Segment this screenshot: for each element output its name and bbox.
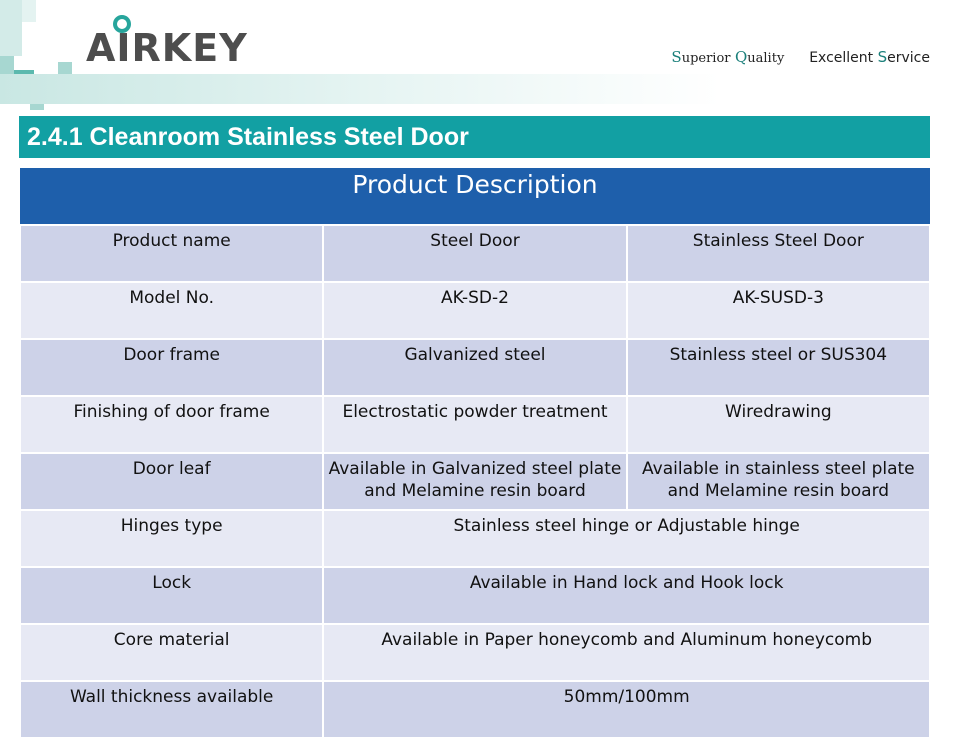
row-label: Core material bbox=[20, 624, 323, 681]
table-cell-merged: 50mm/100mm bbox=[323, 681, 930, 738]
row-label: Lock bbox=[20, 567, 323, 624]
tagline bbox=[671, 48, 930, 66]
table-cell: Stainless Steel Door bbox=[627, 225, 930, 282]
tagline-word: Superior bbox=[671, 48, 731, 66]
row-label: Finishing of door frame bbox=[20, 396, 323, 453]
table-cell: Stainless steel or SUS304 bbox=[627, 339, 930, 396]
table-row bbox=[20, 453, 930, 510]
table-cell: Available in stainless steel plate and Melamine resin board bbox=[627, 453, 930, 510]
table-cell: Wiredrawing bbox=[627, 396, 930, 453]
table-cell-merged: Stainless steel hinge or Adjustable hinge bbox=[323, 510, 930, 567]
page-title: 2.4.1 Cleanroom Stainless Steel Door bbox=[19, 116, 930, 158]
decor-square bbox=[22, 0, 36, 22]
table-cell: Electrostatic powder treatment bbox=[323, 396, 626, 453]
table-row bbox=[20, 510, 930, 567]
tagline-word: Excellent Service bbox=[809, 48, 930, 66]
table-cell: Galvanized steel bbox=[323, 339, 626, 396]
table-header: Product Description bbox=[20, 168, 930, 225]
table-row bbox=[20, 396, 930, 453]
table-row bbox=[20, 567, 930, 624]
product-description-table bbox=[19, 168, 931, 739]
logo-text: AIRKEY bbox=[86, 26, 248, 70]
table-row bbox=[20, 225, 930, 282]
table-cell: AK-SUSD-3 bbox=[627, 282, 930, 339]
table-row bbox=[20, 624, 930, 681]
row-label: Wall thickness available bbox=[20, 681, 323, 738]
row-label: Model No. bbox=[20, 282, 323, 339]
table-cell: Steel Door bbox=[323, 225, 626, 282]
row-label: Product name bbox=[20, 225, 323, 282]
table-cell-merged: Available in Hand lock and Hook lock bbox=[323, 567, 930, 624]
row-label: Hinges type bbox=[20, 510, 323, 567]
tagline-word: Quality bbox=[734, 48, 785, 66]
row-label: Door frame bbox=[20, 339, 323, 396]
header-band bbox=[0, 74, 960, 104]
row-label: Door leaf bbox=[20, 453, 323, 510]
table-row bbox=[20, 339, 930, 396]
decor-square bbox=[0, 56, 14, 76]
table-row bbox=[20, 282, 930, 339]
table-cell: Available in Galvanized steel plate and Melamine resin board bbox=[323, 453, 626, 510]
table-cell: AK-SD-2 bbox=[323, 282, 626, 339]
table-row bbox=[20, 681, 930, 738]
table-cell-merged: Available in Paper honeycomb and Aluminum honeycomb bbox=[323, 624, 930, 681]
decor-square bbox=[0, 0, 22, 56]
